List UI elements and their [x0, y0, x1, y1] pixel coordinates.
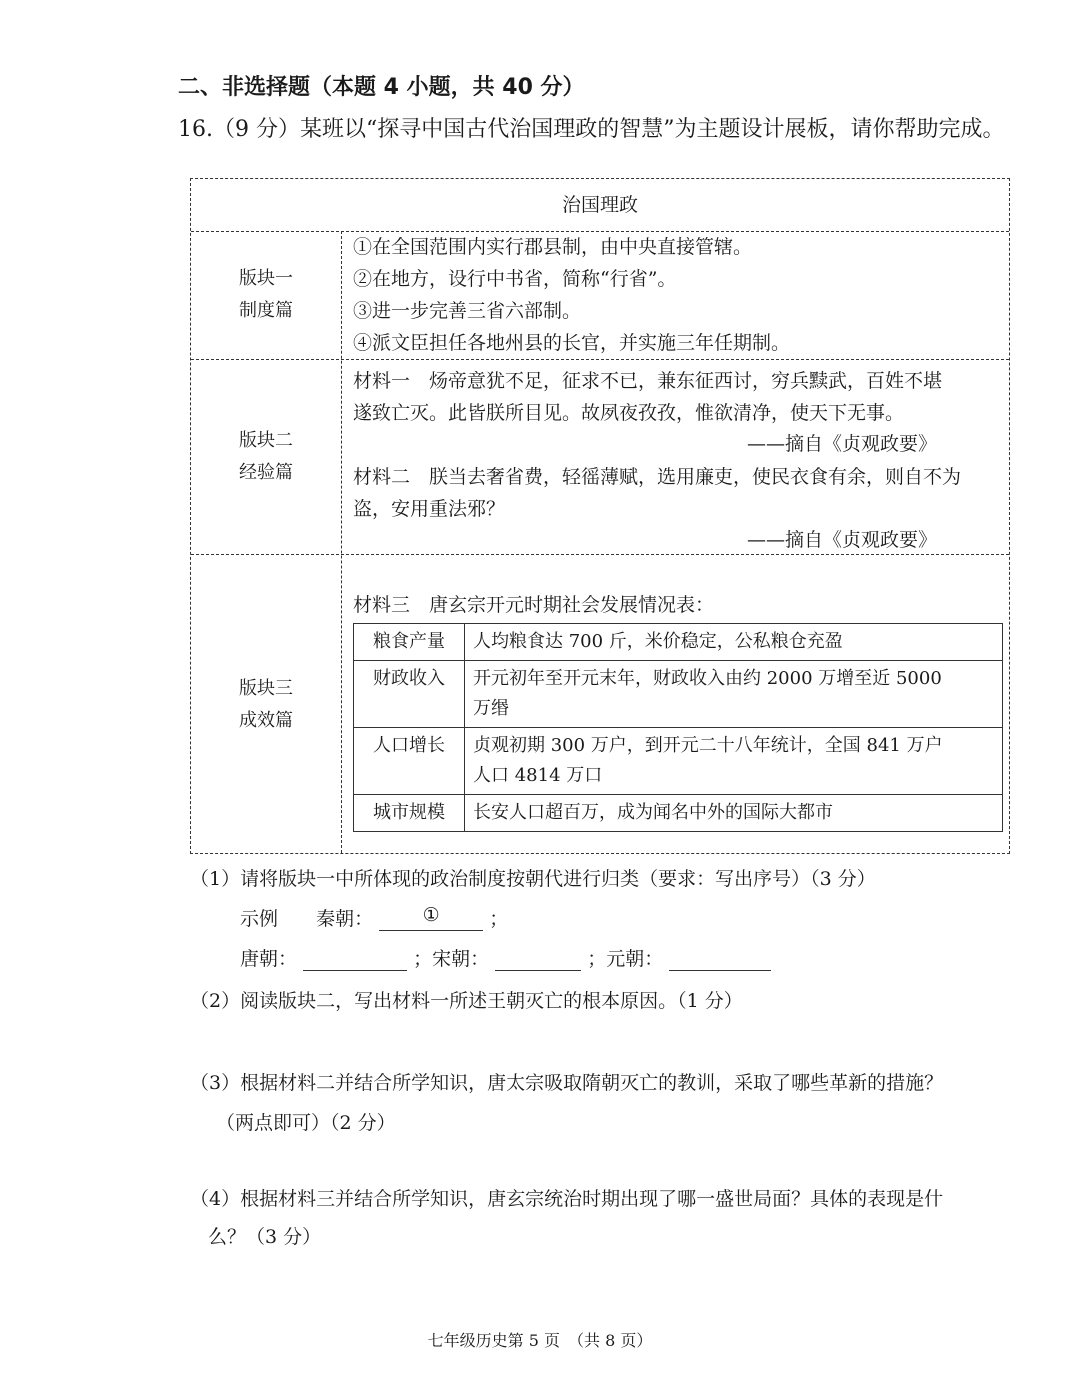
block1-items	[353, 231, 790, 359]
row-value: 长安人口超百万，成为闻名中外的国际大都市	[465, 795, 1003, 832]
yuan-answer-blank[interactable]	[669, 944, 771, 971]
table-row	[354, 624, 1003, 661]
table-row	[354, 795, 1003, 832]
block3-caption: 材料三 唐玄宗开元时期社会发展情况表：	[353, 594, 715, 616]
question-4: （4）根据材料三并结合所学知识，唐玄宗统治时期出现了哪一盛世局面？具体的表现是什	[190, 1188, 944, 1210]
block2-source2: ——摘自《贞观政要》	[746, 529, 937, 551]
block1-label: 版块一 制度篇	[239, 268, 293, 321]
song-answer-blank[interactable]	[495, 944, 581, 971]
question-2: （2）阅读版块二，写出材料一所述王朝灭亡的根本原因。（1 分）	[190, 990, 743, 1012]
column-divider	[341, 231, 342, 853]
question-1: （1）请将版块一中所体现的政治制度按朝代进行归类（要求：写出序号）（3 分）	[190, 868, 876, 890]
exhibition-board	[190, 178, 1010, 854]
row-key: 人口增长	[354, 728, 465, 795]
question-stem: 16.（9 分）某班以“探寻中国古代治国理政的智慧”为主题设计展板，请你帮助完成。	[178, 117, 1005, 142]
question-4-cont: 么？（3 分）	[208, 1226, 322, 1248]
question-1-answers: 唐朝： ；宋朝： ；元朝：	[240, 944, 771, 971]
block2-label: 版块二 经验篇	[239, 430, 293, 483]
page-footer: 七年级历史第 5 页 （共 8 页）	[427, 1331, 653, 1350]
row-key: 城市规模	[354, 795, 465, 832]
table-row	[354, 728, 1003, 795]
row-value: 开元初年至开元末年，财政收入由约 2000 万增至近 5000 万缗	[465, 661, 1003, 728]
block1-item: ①在全国范围内实行郡县制，由中央直接管辖。	[353, 236, 753, 258]
row-key: 粮食产量	[354, 624, 465, 661]
board-title: 治国理政	[561, 194, 638, 216]
block3-label: 版块三 成效篇	[239, 678, 293, 731]
section-heading: 二、非选择题（本题 4 小题，共 40 分）	[178, 75, 585, 100]
row-value: 人均粮食达 700 斤，米价稳定，公私粮仓充盈	[465, 624, 1003, 661]
block2-material1: 材料一 炀帝意犹不足，征求不已，兼东征西讨，穷兵黩武，百姓不堪 遂致亡灭。此皆朕所目见。故夙夜孜孜，惟欲清净，使天下无事。	[353, 370, 943, 424]
divider	[191, 554, 1009, 555]
block1-item: ②在地方，设行中书省，简称“行省”。	[353, 268, 677, 290]
question-3-cont: （两点即可）（2 分）	[216, 1112, 396, 1134]
question-3: （3）根据材料二并结合所学知识，唐太宗吸取隋朝灭亡的教训，采取了哪些革新的措施？	[190, 1072, 944, 1094]
qin-answer-blank: ①	[379, 904, 483, 931]
table-row	[354, 661, 1003, 728]
question-1-example: 示例 秦朝： ① ；	[240, 904, 509, 930]
tang-answer-blank[interactable]	[303, 944, 407, 971]
development-table	[353, 623, 1003, 832]
row-value: 贞观初期 300 万户，到开元二十八年统计，全国 841 万户 人口 4814 万口	[465, 728, 1003, 795]
divider	[191, 359, 1009, 360]
block1-item: ④派文臣担任各地州县的长官，并实施三年任期制。	[353, 332, 791, 354]
block2-material2: 材料二 朕当去奢省费，轻徭薄赋，选用廉吏，使民衣食有余，则自不为 盗，安用重法邪？	[353, 466, 962, 520]
block1-item: ③进一步完善三省六部制。	[353, 300, 582, 322]
block2-source1: ——摘自《贞观政要》	[746, 433, 937, 455]
row-key: 财政收入	[354, 661, 465, 728]
